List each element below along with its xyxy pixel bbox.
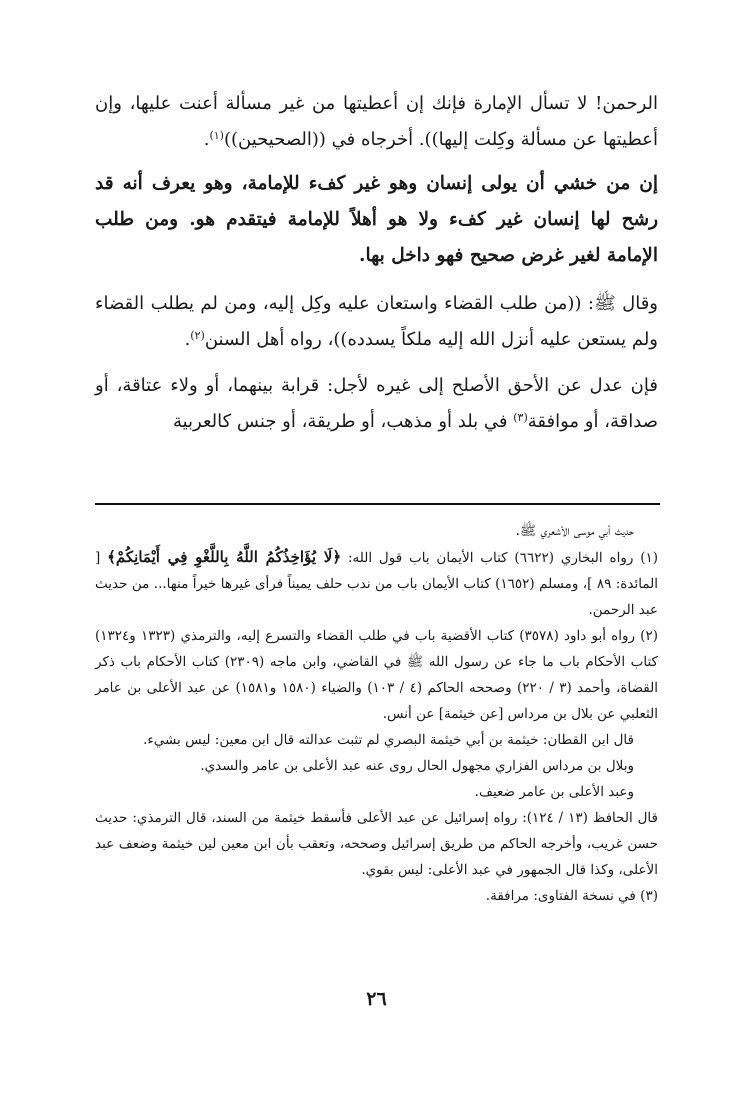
paragraph-1-end: .: [203, 129, 210, 150]
quran-verse: ﴿لَا يُؤَاخِذُكُمُ اللَّهُ بِاللَّغْوِ فِي أَيْمَانِكُمْ﴾: [107, 548, 342, 566]
paragraph-4: [95, 368, 658, 444]
paragraph-3-text: وقال ﷺ: ((من طلب القضاء واستعان عليه وكِل إليه، ومن لم يطلب القضاء ولم يستعن عليه أنزل الله إليه ملكاً يسدده))، رواه أهل السنن: [95, 293, 658, 350]
footnote-ref-3: (٣): [513, 411, 528, 424]
main-text: [95, 86, 658, 444]
footnote-2-note-3: وعبد الأعلى بن عامر ضعيف.: [474, 784, 634, 800]
footnote-lead: حديث أبي موسى الأشعري ﷺ.: [515, 523, 634, 539]
paragraph-1-text: الرحمن! لا تسأل الإمارة فإنك إن أعطيتها من غير مسألة أعنت عليها، وإن أعطيتها عن مسألة وكِلت إليها)). أخرجاه في ((الصحيحين)): [95, 93, 658, 150]
paragraph-4-text-b: في بلد أو مذهب، أو طريقة، أو جنس كالعربية: [172, 411, 514, 432]
footnote-1: [95, 544, 658, 623]
footnotes: [95, 518, 658, 909]
footnote-1-text-b: [ المائدة: ٨٩ ]، ومسلم (١٦٥٢) كتاب الأيمان باب من ندب حلف يميناً فرأى غيرها خيراً منها... من حديث عبد الرحمن.: [95, 550, 658, 618]
footnote-2-note-1: قال ابن القطان: خيثمة بن أبي خيثمة البصري لم تثبت عدالته قال ابن معين: ليس بشيء.: [143, 732, 634, 748]
footnote-ref-1: (١): [209, 129, 224, 142]
footnote-2: (٢) رواه أبو داود (٣٥٧٨) كتاب الأقضية باب في طلب القضاء والتسرع إليه، والترمذي (١٣٢٣ و١٣٢٤) كتاب الأحكام باب ما جاء عن رسول الله ﷺ في القاضي، وابن ماجه (٢٣٠٩) كتاب الأحكام باب ذكر القضاة، وأحمد (٣ / ٢٢٠) وصححه الحاكم (٤ / ١٠٣) والضياء (١٥٨٠ و١٥٨١) عن عبد الأعلى بن عامر الثعلبي عن بلال بن مرداس [عن خيثمة] عن أنس.: [95, 628, 659, 722]
footnote-divider: [95, 503, 660, 505]
footnote-1-text-a: (١) رواه البخاري (٦٦٢٢) كتاب الأيمان باب قول الله:: [341, 550, 659, 566]
footnote-ref-2: (٢): [190, 329, 205, 342]
paragraph-3: [95, 286, 658, 362]
paragraph-2: إن من خشي أن يولى إنسان وهو غير كفء للإمامة، وهو يعرف أنه قد رشح لها إنسان غير كفء ولا هو أهلاً للإمامة فيتقدم هو. ومن طلب الإمامة لغير غرض صحيح فهو داخل بها.: [95, 173, 658, 266]
footnote-3: (٣) في نسخة الفتاوى: مرافقة.: [485, 888, 658, 904]
paragraph-1: [95, 86, 658, 164]
footnote-2-note-2: وبلال بن مرداس الفزاري مجهول الحال روى عنه عبد الأعلى بن عامر والسدي.: [200, 758, 634, 774]
paragraph-3-end: .: [184, 329, 191, 350]
footnote-2-note-4: قال الحافظ (١٣ / ١٢٤): رواه إسرائيل عن عبد الأعلى فأسقط خيثمة من السند، قال الترمذي: حديث حسن غريب، وأخرجه الحاكم من طريق إسرائيل وصححه، وتعقب بأن ابن معين لين خيثمة وضعف عبد الأعلى، وكذا قال الجمهور في عبد الأعلى: ليس بقوي.: [95, 810, 658, 878]
page-number: ٢٦: [366, 988, 387, 1010]
paragraph-4-text-a: فإن عدل عن الأحق الأصلح إلى غيره لأجل: قرابة بينهما، أو ولاء عتاقة، أو صداقة، أو موافقة: [95, 375, 658, 432]
